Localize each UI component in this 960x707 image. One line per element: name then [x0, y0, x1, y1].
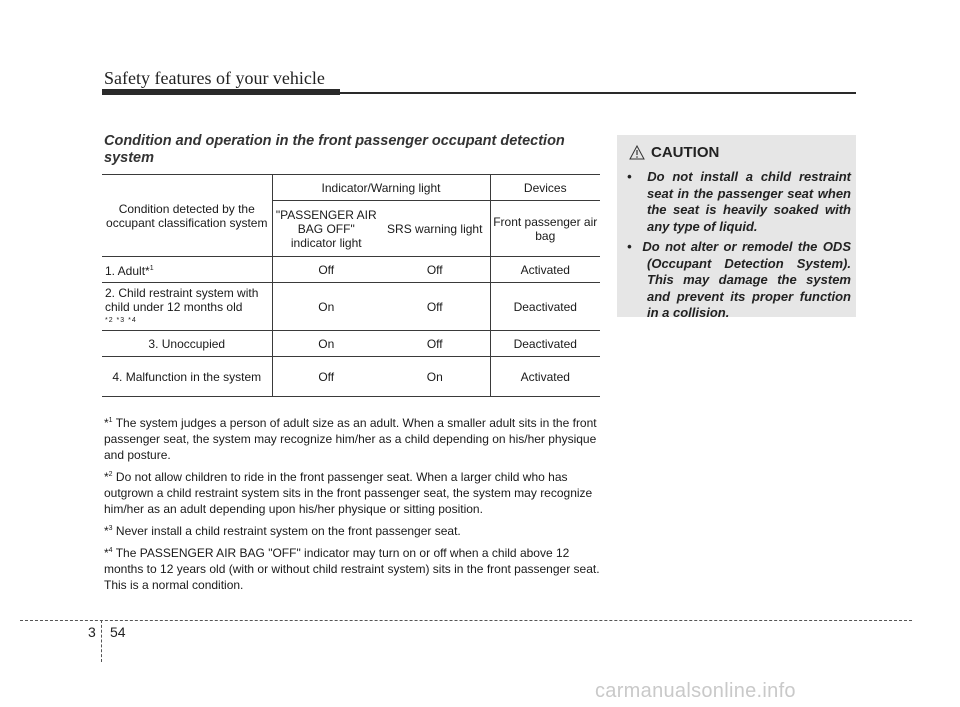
footer-divider — [20, 620, 912, 621]
footnote-3: *$^3$ Never install a child restraint system on the front passenger seat. — [104, 524, 461, 538]
passenger-airbag-indicator-header: "PASSENGER AIR BAG OFF" indicator light — [272, 201, 380, 257]
caution-heading — [629, 144, 719, 161]
row-condition: 1. Adult*$^1$ — [102, 257, 272, 283]
section-title: Condition and operation in the front passenger occupant detection system — [104, 133, 565, 166]
row-indicator: Off — [272, 357, 380, 397]
table-row — [102, 331, 600, 357]
footnotes — [104, 413, 600, 597]
row-condition: 3. Unoccupied — [102, 331, 272, 357]
caution-item: • Do not install a child restraint seat in the passenger seat when the seat is heavily soaked with any type of liquid. — [627, 169, 851, 234]
row-airbag: Deactivated — [490, 331, 600, 357]
header-rule-thick — [102, 89, 340, 95]
caution-item: • Do not alter or remodel the ODS (Occupant Detection System). This may damage the system and prevent its proper function in a collision. — [627, 239, 851, 320]
watermark: carmanualsonline.info — [595, 680, 796, 702]
row-indicator: On — [272, 331, 380, 357]
row-srs: On — [380, 357, 490, 397]
row-srs: Off — [380, 257, 490, 283]
caution-label: CAUTION — [651, 144, 720, 161]
chapter-number: 3 — [88, 624, 96, 640]
row-condition: 4. Malfunction in the system — [102, 357, 272, 397]
caution-list — [627, 169, 851, 326]
row-indicator: Off — [272, 257, 380, 283]
front-airbag-header: Front passenger air bag — [490, 201, 600, 257]
table-header-row — [102, 175, 600, 201]
row-airbag: Deactivated — [490, 283, 600, 331]
table-row — [102, 283, 600, 331]
table-row — [102, 357, 600, 397]
table-row — [102, 257, 600, 283]
page-header-title: Safety features of your vehicle — [104, 68, 325, 88]
footnote-2: *$^2$ Do not allow children to ride in the front passenger seat. When a larger child who has outgrown a child restraint system sits in the front passenger seat, the system may recognize him/her as an adult depending upon his/her physique or sitting position. — [104, 470, 593, 516]
footnote-4: *$^4$ The PASSENGER AIR BAG "OFF" indicator may turn on or off when a child above 12 months to 12 years old (with or without child restraint system) sits in the front passenger seat. This is a normal condition. — [104, 546, 600, 592]
header-rule-thin — [340, 92, 856, 94]
devices-header: Devices — [490, 175, 600, 201]
condition-header: Condition detected by the occupant classification system — [102, 175, 272, 257]
ods-condition-table — [102, 174, 600, 397]
row-airbag: Activated — [490, 257, 600, 283]
footnote-1: *$^1$ The system judges a person of adult size as an adult. When a smaller adult sits in the front passenger seat, the system may recognize him/her as a child depending on his/her physique and posture. — [104, 416, 597, 462]
row-indicator: On — [272, 283, 380, 331]
row-srs: Off — [380, 283, 490, 331]
footnote-marks: *2 *3 *4 — [105, 316, 137, 324]
srs-warning-header: SRS warning light — [380, 201, 490, 257]
footer-divider-vertical — [101, 620, 102, 662]
row-airbag: Activated — [490, 357, 600, 397]
row-condition: 2. Child restraint system with child under 12 months old *2 *3 *4 — [102, 283, 272, 331]
page-number: 54 — [110, 624, 126, 640]
caution-box — [617, 135, 856, 320]
warning-triangle-icon — [629, 145, 645, 160]
row-srs: Off — [380, 331, 490, 357]
indicator-group-header: Indicator/Warning light — [272, 175, 490, 201]
